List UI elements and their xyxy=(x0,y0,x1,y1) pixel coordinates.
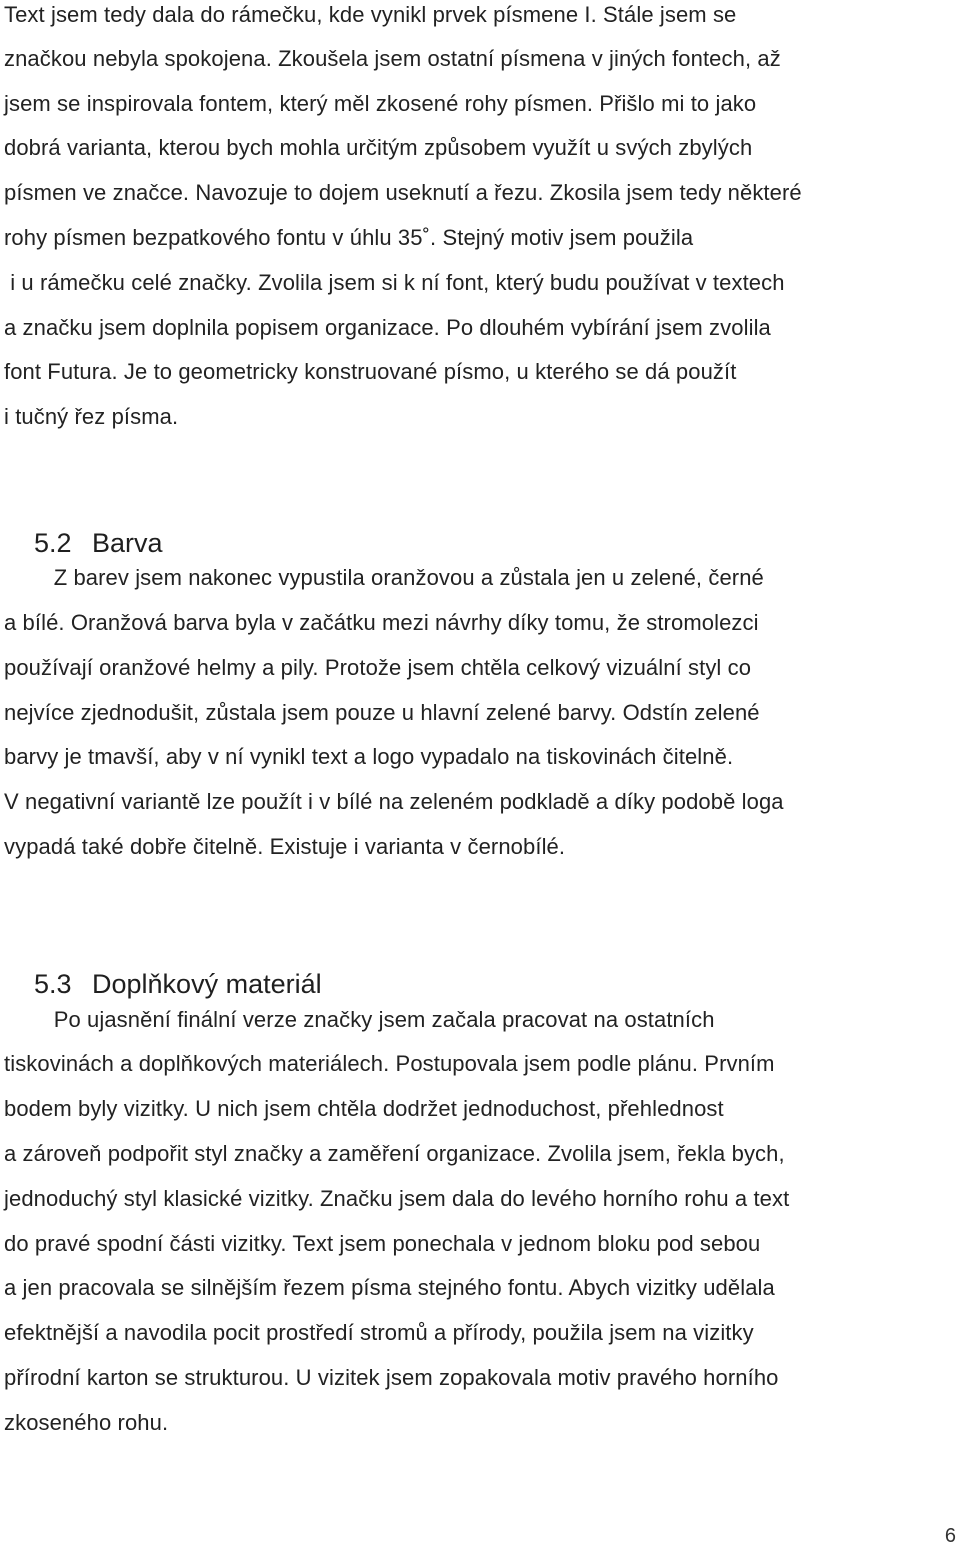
text-line: font Futura. Je to geometricky konstruované písmo, u kterého se dá použít xyxy=(4,359,737,384)
section-number: 5.3 xyxy=(34,969,72,999)
text-line: rohy písmen bezpatkového fontu v úhlu 35˚. Stejný motiv jsem použila xyxy=(4,225,694,250)
text-line: nejvíce zjednodušit, zůstala jsem pouze u hlavní zelené barvy. Odstín zelené xyxy=(4,700,760,725)
text-line: písmen ve značce. Navozuje to dojem useknutí a řezu. Zkosila jsem tedy některé xyxy=(4,180,802,205)
text-line: přírodní karton se strukturou. U vizitek jsem zopakovala motiv pravého horního xyxy=(4,1365,779,1390)
text-line: i u rámečku celé značky. Zvolila jsem si k ní font, který budu používat v textech xyxy=(4,270,785,295)
text-line: používají oranžové helmy a pily. Protože jsem chtěla celkový vizuální styl co xyxy=(4,655,752,680)
text-line: Text jsem tedy dala do rámečku, kde vynikl prvek písmene I. Stále jsem se xyxy=(4,2,737,27)
text-line: jsem se inspirovala fontem, který měl zkosené rohy písmen. Přišlo mi to jako xyxy=(4,91,757,116)
text-line: i tučný řez písma. xyxy=(4,404,179,429)
text-line: efektnější a navodila pocit prostředí stromů a přírody, použila jsem na vizitky xyxy=(4,1320,754,1345)
section-number: 5.2 xyxy=(34,528,72,558)
text-line: a zároveň podpořit styl značky a zaměření organizace. Zvolila jsem, řekla bych, xyxy=(4,1141,785,1166)
text-line: barvy je tmavší, aby v ní vynikl text a logo vypadalo na tiskovinách čitelně. xyxy=(4,744,734,769)
page-number: 6 xyxy=(944,1525,956,1547)
text-line: a bílé. Oranžová barva byla v začátku mezi návrhy díky tomu, že stromolezci xyxy=(4,610,759,635)
text-line: Z barev jsem nakonec vypustila oranžovou a zůstala jen u zelené, černé xyxy=(4,565,764,590)
text-line: Po ujasnění finální verze značky jsem začala pracovat na ostatních xyxy=(4,1007,715,1032)
text-line: a jen pracovala se silnějším řezem písma stejného fontu. Abych vizitky udělala xyxy=(4,1275,775,1300)
text-line: a značku jsem doplnila popisem organizace. Po dlouhém vybírání jsem zvolila xyxy=(4,315,771,340)
text-line: do pravé spodní části vizitky. Text jsem ponechala v jednom bloku pod sebou xyxy=(4,1231,761,1256)
text-line: bodem byly vizitky. U nich jsem chtěla dodržet jednoduchost, přehlednost xyxy=(4,1096,724,1121)
text-line: jednoduchý styl klasické vizitky. Značku jsem dala do levého horního rohu a text xyxy=(4,1186,790,1211)
section-title: Barva xyxy=(92,528,163,558)
section-title: Doplňkový materiál xyxy=(92,969,322,999)
text-line: dobrá varianta, kterou bych mohla určitým způsobem využít u svých zbylých xyxy=(4,135,753,160)
text-line: značkou nebyla spokojena. Zkoušela jsem ostatní písmena v jiných fontech, až xyxy=(4,46,781,71)
text-line: zkoseného rohu. xyxy=(4,1410,169,1435)
text-line: V negativní variantě lze použít i v bílé na zeleném podkladě a díky podobě loga xyxy=(4,789,784,814)
text-line: tiskovinách a doplňkových materiálech. Postupovala jsem podle plánu. Prvním xyxy=(4,1051,775,1076)
text-line: vypadá také dobře čitelně. Existuje i varianta v černobílé. xyxy=(4,834,566,859)
